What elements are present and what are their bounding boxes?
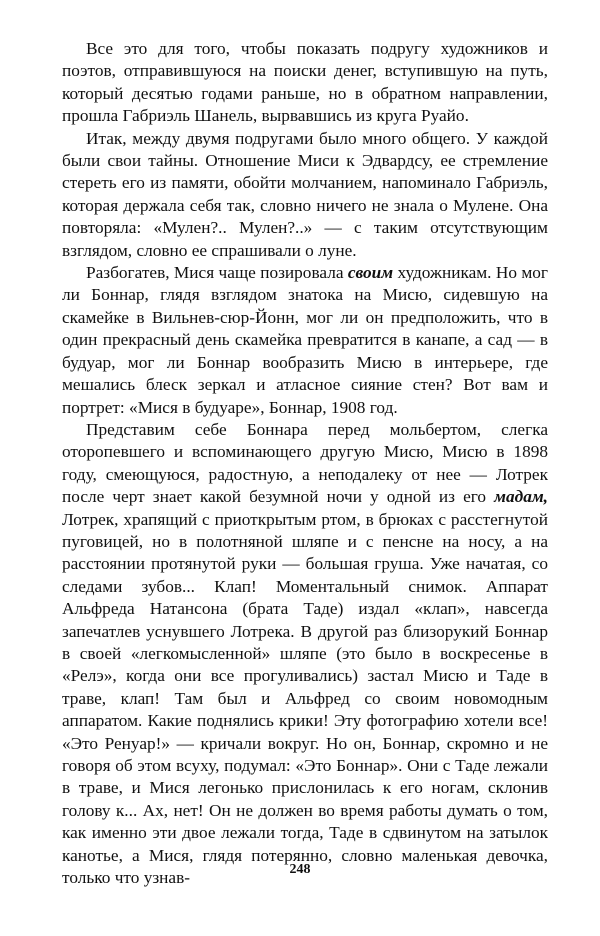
paragraph-4-text-a: Представим себе Боннара перед мольбертом, слегка оторопевшего и вспоминающего другую Мисю, Мисю в 1898 году, смеющуюся, радостную, а неподалеку от нее — Лотрек после черт знает какой безумной ночи у одной из его — [62, 419, 548, 507]
paragraph-3-text-a: Разбогатев, Мися чаще позировала — [86, 263, 348, 283]
paragraph-3 — [62, 262, 548, 419]
page-text — [62, 38, 548, 889]
paragraph-1 — [62, 38, 548, 128]
paragraph-1-text: Все это для того, чтобы показать подругу художников и поэтов, отправившуюся на поиски денег, вступившую на путь, который десятью годами раньше, но в обратном направлении, прошла Габриэль Шанель, вырвавшись из круга Руайо. — [62, 39, 548, 126]
paragraph-3-text-b: художникам. Но мог ли Боннар, глядя взглядом знатока на Мисю, сидевшую на скамейке в Вильнев-сюр-Йонн, мог ли он предположить, что в один прекрасный день скамейка превратится в канапе, а сад — в будуар, мог ли Боннар вообразить Мисю в интерьере, где мешались блеск зеркал и атласное сияние стен? Вот вам и портрет: «Мися в будуаре», Боннар, 1908 год. — [62, 263, 548, 417]
paragraph-4-text-b: Лотрек, храпящий с приоткрытым ртом, в брюках с расстегнутой пуговицей, но в полотняной шляпе и с пенсне на носу, а на расстоянии протянутой руки — большая груша. Уже начатая, со следами зубов... Клап! Моментальный снимок. Аппарат Альфреда Натансона (брата Таде) издал «клап», навсегда запечатлев уснувшего Лотрека. В другой раз близорукий Боннар в своей «легкомысленной» шляпе (это было в воскресенье в «Релэ», когда они все прогуливались) застал Мисю и Таде в траве, клап! Там был и Альфред со своим новомодным аппаратом. Какие поднялись крики! Эту фотографию хотели все! «Это Ренуар!» — кричали вокруг. Но он, Боннар, скромно и не говоря об этом всуху, подумал: «Это Боннар». Они с Таде лежали в траве, и Мися легонько прислонилась к его ногам, склонив голову к... Ах, нет! Он не должен во время работы думать о том, как именно эти двое лежали тогда, Таде в сдвинутом на затылок канотье, а Мися, глядя потерянно, словно маленькая девочка, только что узнав- — [62, 509, 548, 888]
paragraph-2-text: Итак, между двумя подругами было много общего. У каждой были свои тайны. Отношение Миси к Эдвардсу, ее стремление стереть его из памяти, обойти молчанием, напоминало Габриэль, которая держала себя так, словно ничего не знала о Мулене. Она повторяла: «Мулен?.. Мулен?..» — с таким отсутствующим взглядом, словно ее спрашивали о луне. — [62, 128, 548, 260]
paragraph-3-italic-word: своим — [347, 263, 394, 283]
paragraph-2 — [62, 128, 548, 262]
paragraph-4 — [62, 419, 548, 890]
paragraph-4-italic-word: мадам, — [494, 487, 548, 507]
page-number: 248 — [289, 862, 311, 877]
